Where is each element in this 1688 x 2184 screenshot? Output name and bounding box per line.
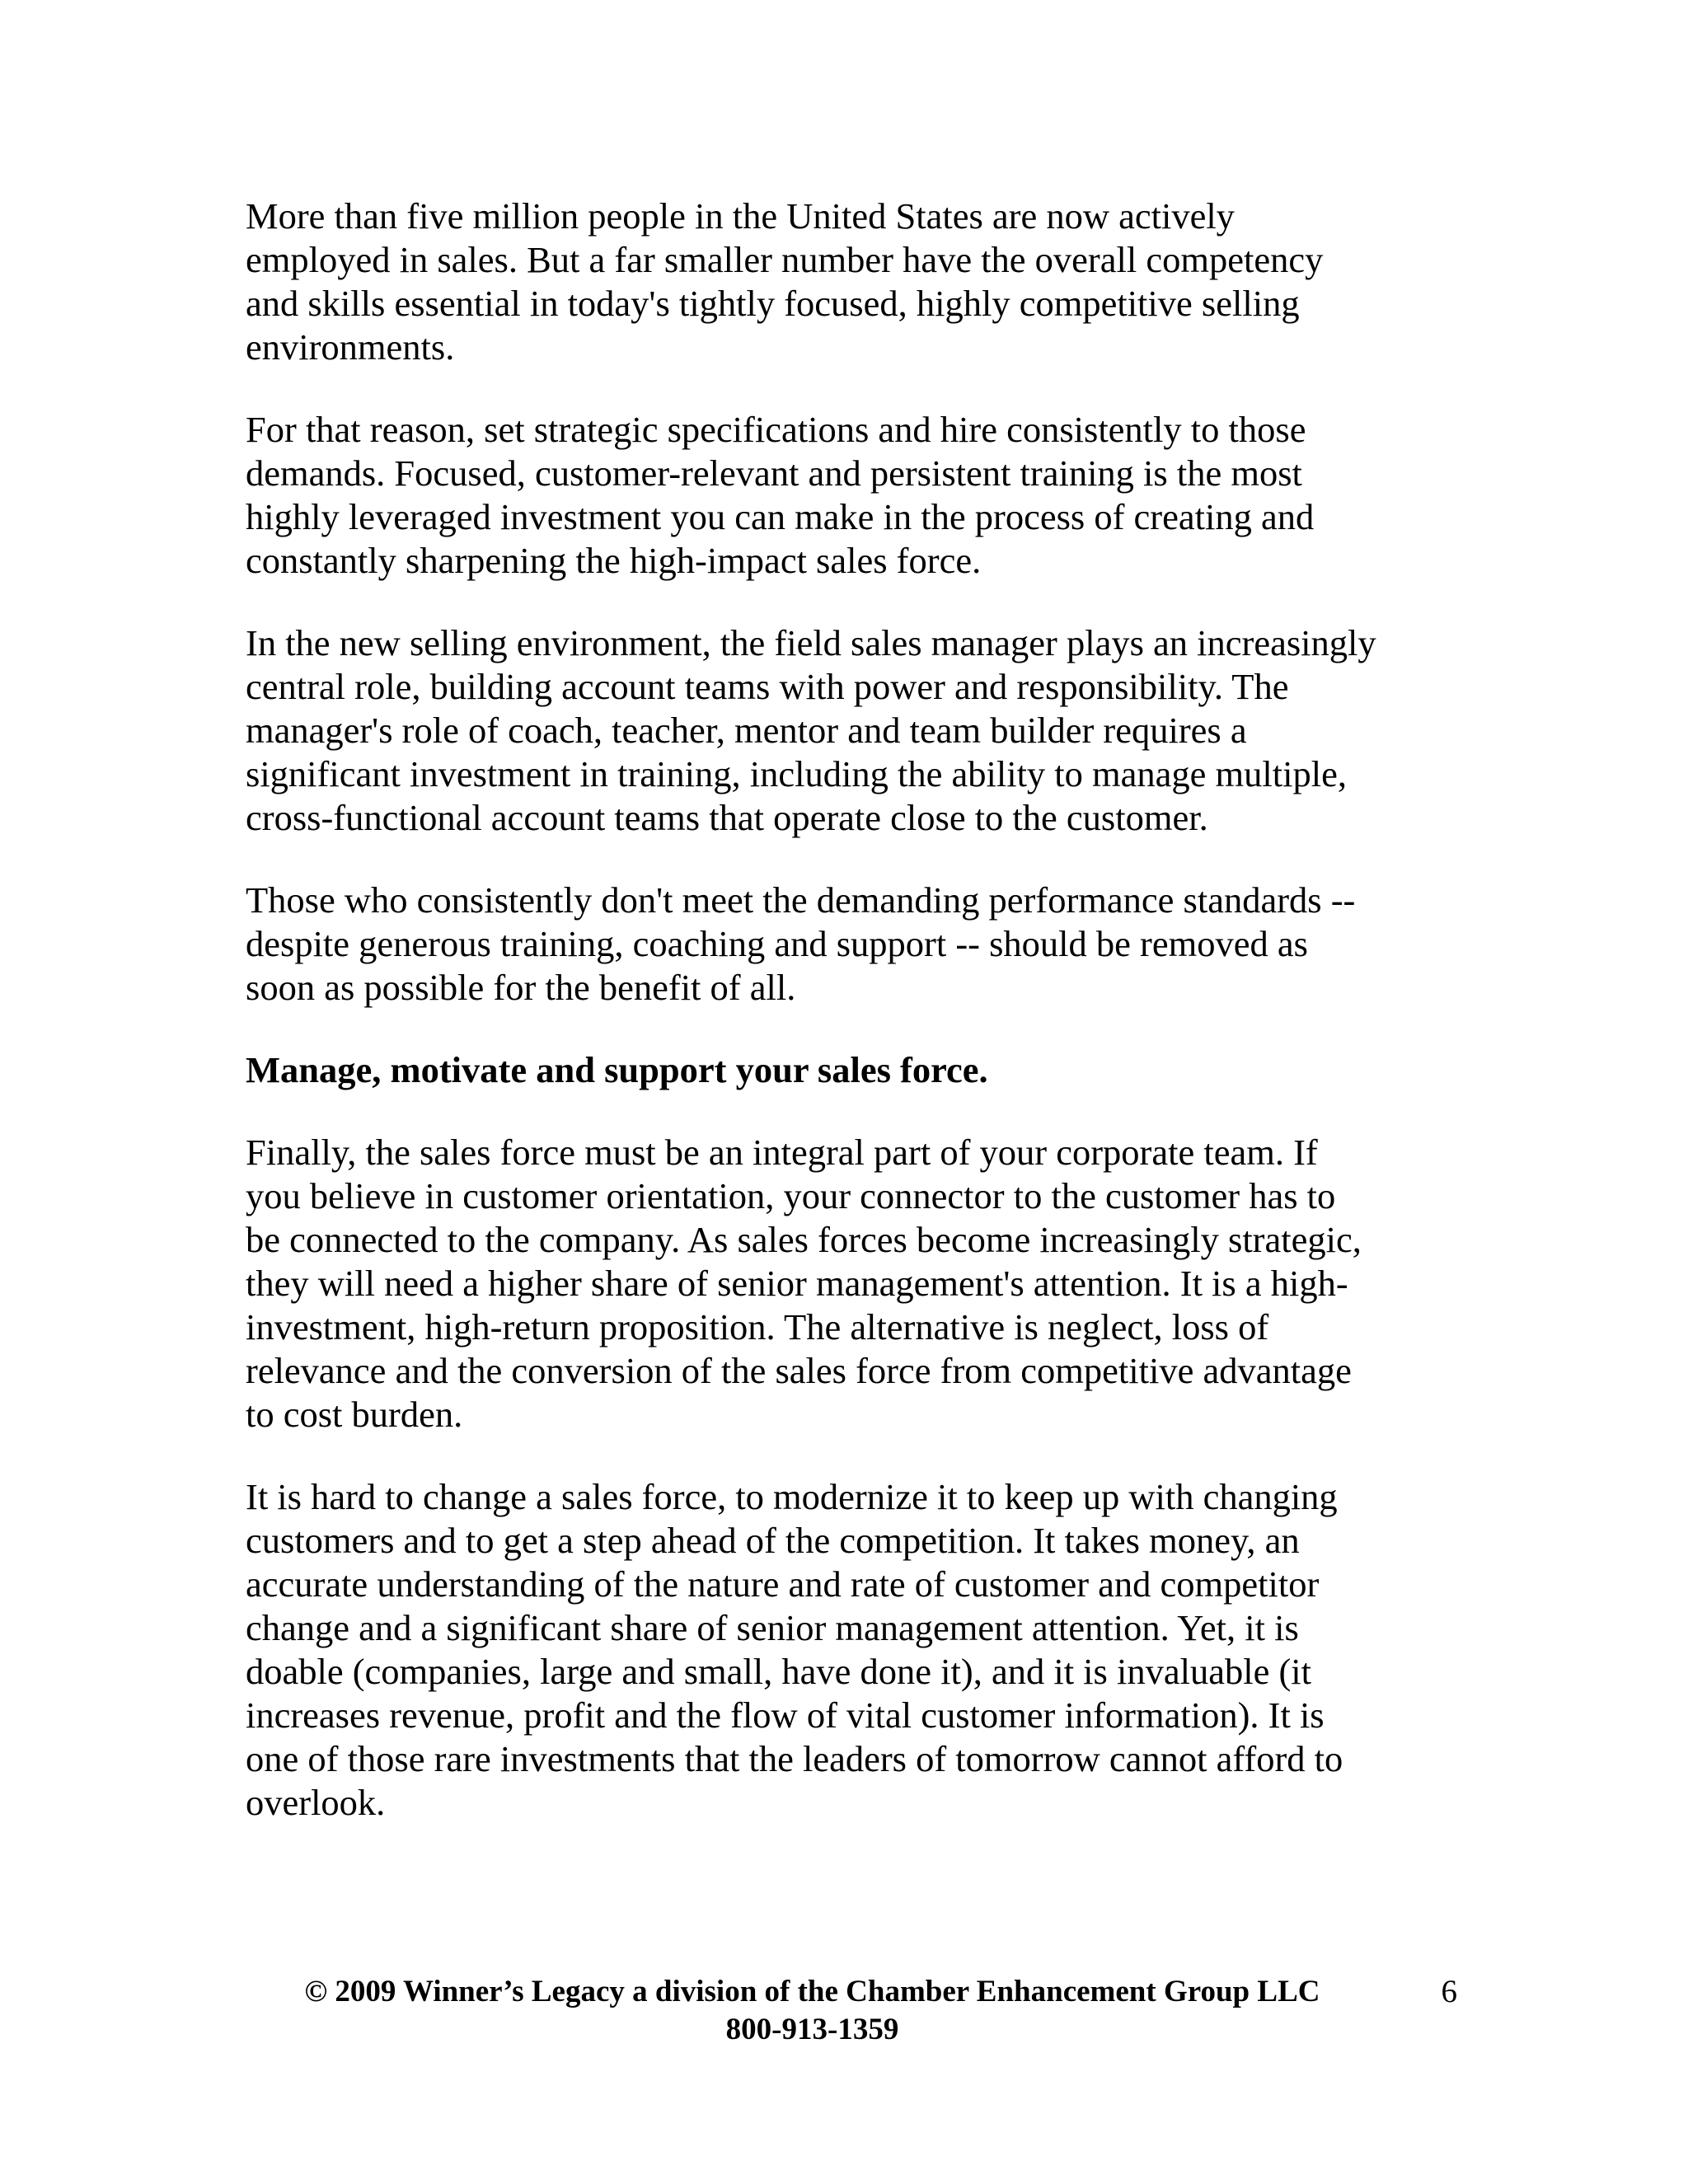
text-line: It is hard to change a sales force, to modernize it to keep up with changing bbox=[246, 1476, 1338, 1517]
text-line: In the new selling environment, the field sales manager plays an increasingly bbox=[246, 622, 1376, 663]
page-body bbox=[246, 194, 1457, 1863]
text-line: change and a significant share of senior management attention. Yet, it is bbox=[246, 1607, 1299, 1648]
text-line: manager's role of coach, teacher, mentor and team builder requires a bbox=[246, 710, 1247, 751]
text-line: one of those rare investments that the leaders of tomorrow cannot afford to bbox=[246, 1738, 1343, 1779]
text-line: employed in sales. But a far smaller number have the overall competency bbox=[246, 239, 1324, 280]
text-line: to cost burden. bbox=[246, 1394, 463, 1435]
footer-phone: 800-913-1359 bbox=[725, 2013, 899, 2046]
text-line: accurate understanding of the nature and rate of customer and competitor bbox=[246, 1563, 1320, 1605]
text-line: Finally, the sales force must be an integral part of your corporate team. If bbox=[246, 1132, 1318, 1173]
page-footer bbox=[246, 1973, 1457, 2049]
text-line: environments. bbox=[246, 326, 455, 368]
text-line: central role, building account teams with power and responsibility. The bbox=[246, 666, 1289, 707]
text-line: and skills essential in today's tightly focused, highly competitive selling bbox=[246, 283, 1300, 324]
text-line: cross-functional account teams that operate close to the customer. bbox=[246, 797, 1208, 838]
text-line: soon as possible for the benefit of all. bbox=[246, 967, 796, 1008]
text-line: increases revenue, profit and the flow of vital customer information). It is bbox=[246, 1694, 1325, 1736]
section-heading: Manage, motivate and support your sales force. bbox=[246, 1049, 988, 1090]
text-line: More than five million people in the United States are now actively bbox=[246, 195, 1235, 237]
text-line: you believe in customer orientation, your connector to the customer has to bbox=[246, 1175, 1336, 1216]
paragraph-performance-standards bbox=[246, 879, 1457, 1010]
text-line: relevance and the conversion of the sales force from competitive advantage bbox=[246, 1350, 1352, 1391]
text-line: demands. Focused, customer-relevant and persistent training is the most bbox=[246, 452, 1302, 494]
text-line: constantly sharpening the high-impact sales force. bbox=[246, 540, 982, 581]
text-line: Those who consistently don't meet the demanding performance standards -- bbox=[246, 879, 1356, 921]
text-line: overlook. bbox=[246, 1782, 386, 1823]
paragraph-corporate-team bbox=[246, 1131, 1457, 1436]
footer-copyright: © 2009 Winner’s Legacy a division of the Chamber Enhancement Group LLC bbox=[304, 1975, 1320, 2008]
page-number: 6 bbox=[1441, 1974, 1457, 2009]
text-line: investment, high-return proposition. The alternative is neglect, loss of bbox=[246, 1306, 1269, 1347]
paragraph-change-sales-force bbox=[246, 1475, 1457, 1825]
text-line: significant investment in training, including the ability to manage multiple, bbox=[246, 753, 1347, 794]
text-line: highly leveraged investment you can make in the process of creating and bbox=[246, 496, 1315, 537]
text-line: be connected to the company. As sales forces become increasingly strategic, bbox=[246, 1219, 1362, 1260]
paragraph-sales-employment bbox=[246, 194, 1457, 369]
text-line: customers and to get a step ahead of the competition. It takes money, an bbox=[246, 1520, 1300, 1561]
text-line: doable (companies, large and small, have done it), and it is invaluable (it bbox=[246, 1651, 1311, 1692]
paragraph-hiring-training bbox=[246, 408, 1457, 583]
text-line: For that reason, set strategic specifications and hire consistently to those bbox=[246, 409, 1306, 450]
text-line: despite generous training, coaching and support -- should be removed as bbox=[246, 923, 1308, 964]
text-line: they will need a higher share of senior management's attention. It is a high- bbox=[246, 1263, 1348, 1304]
paragraph-sales-manager-role bbox=[246, 621, 1457, 840]
